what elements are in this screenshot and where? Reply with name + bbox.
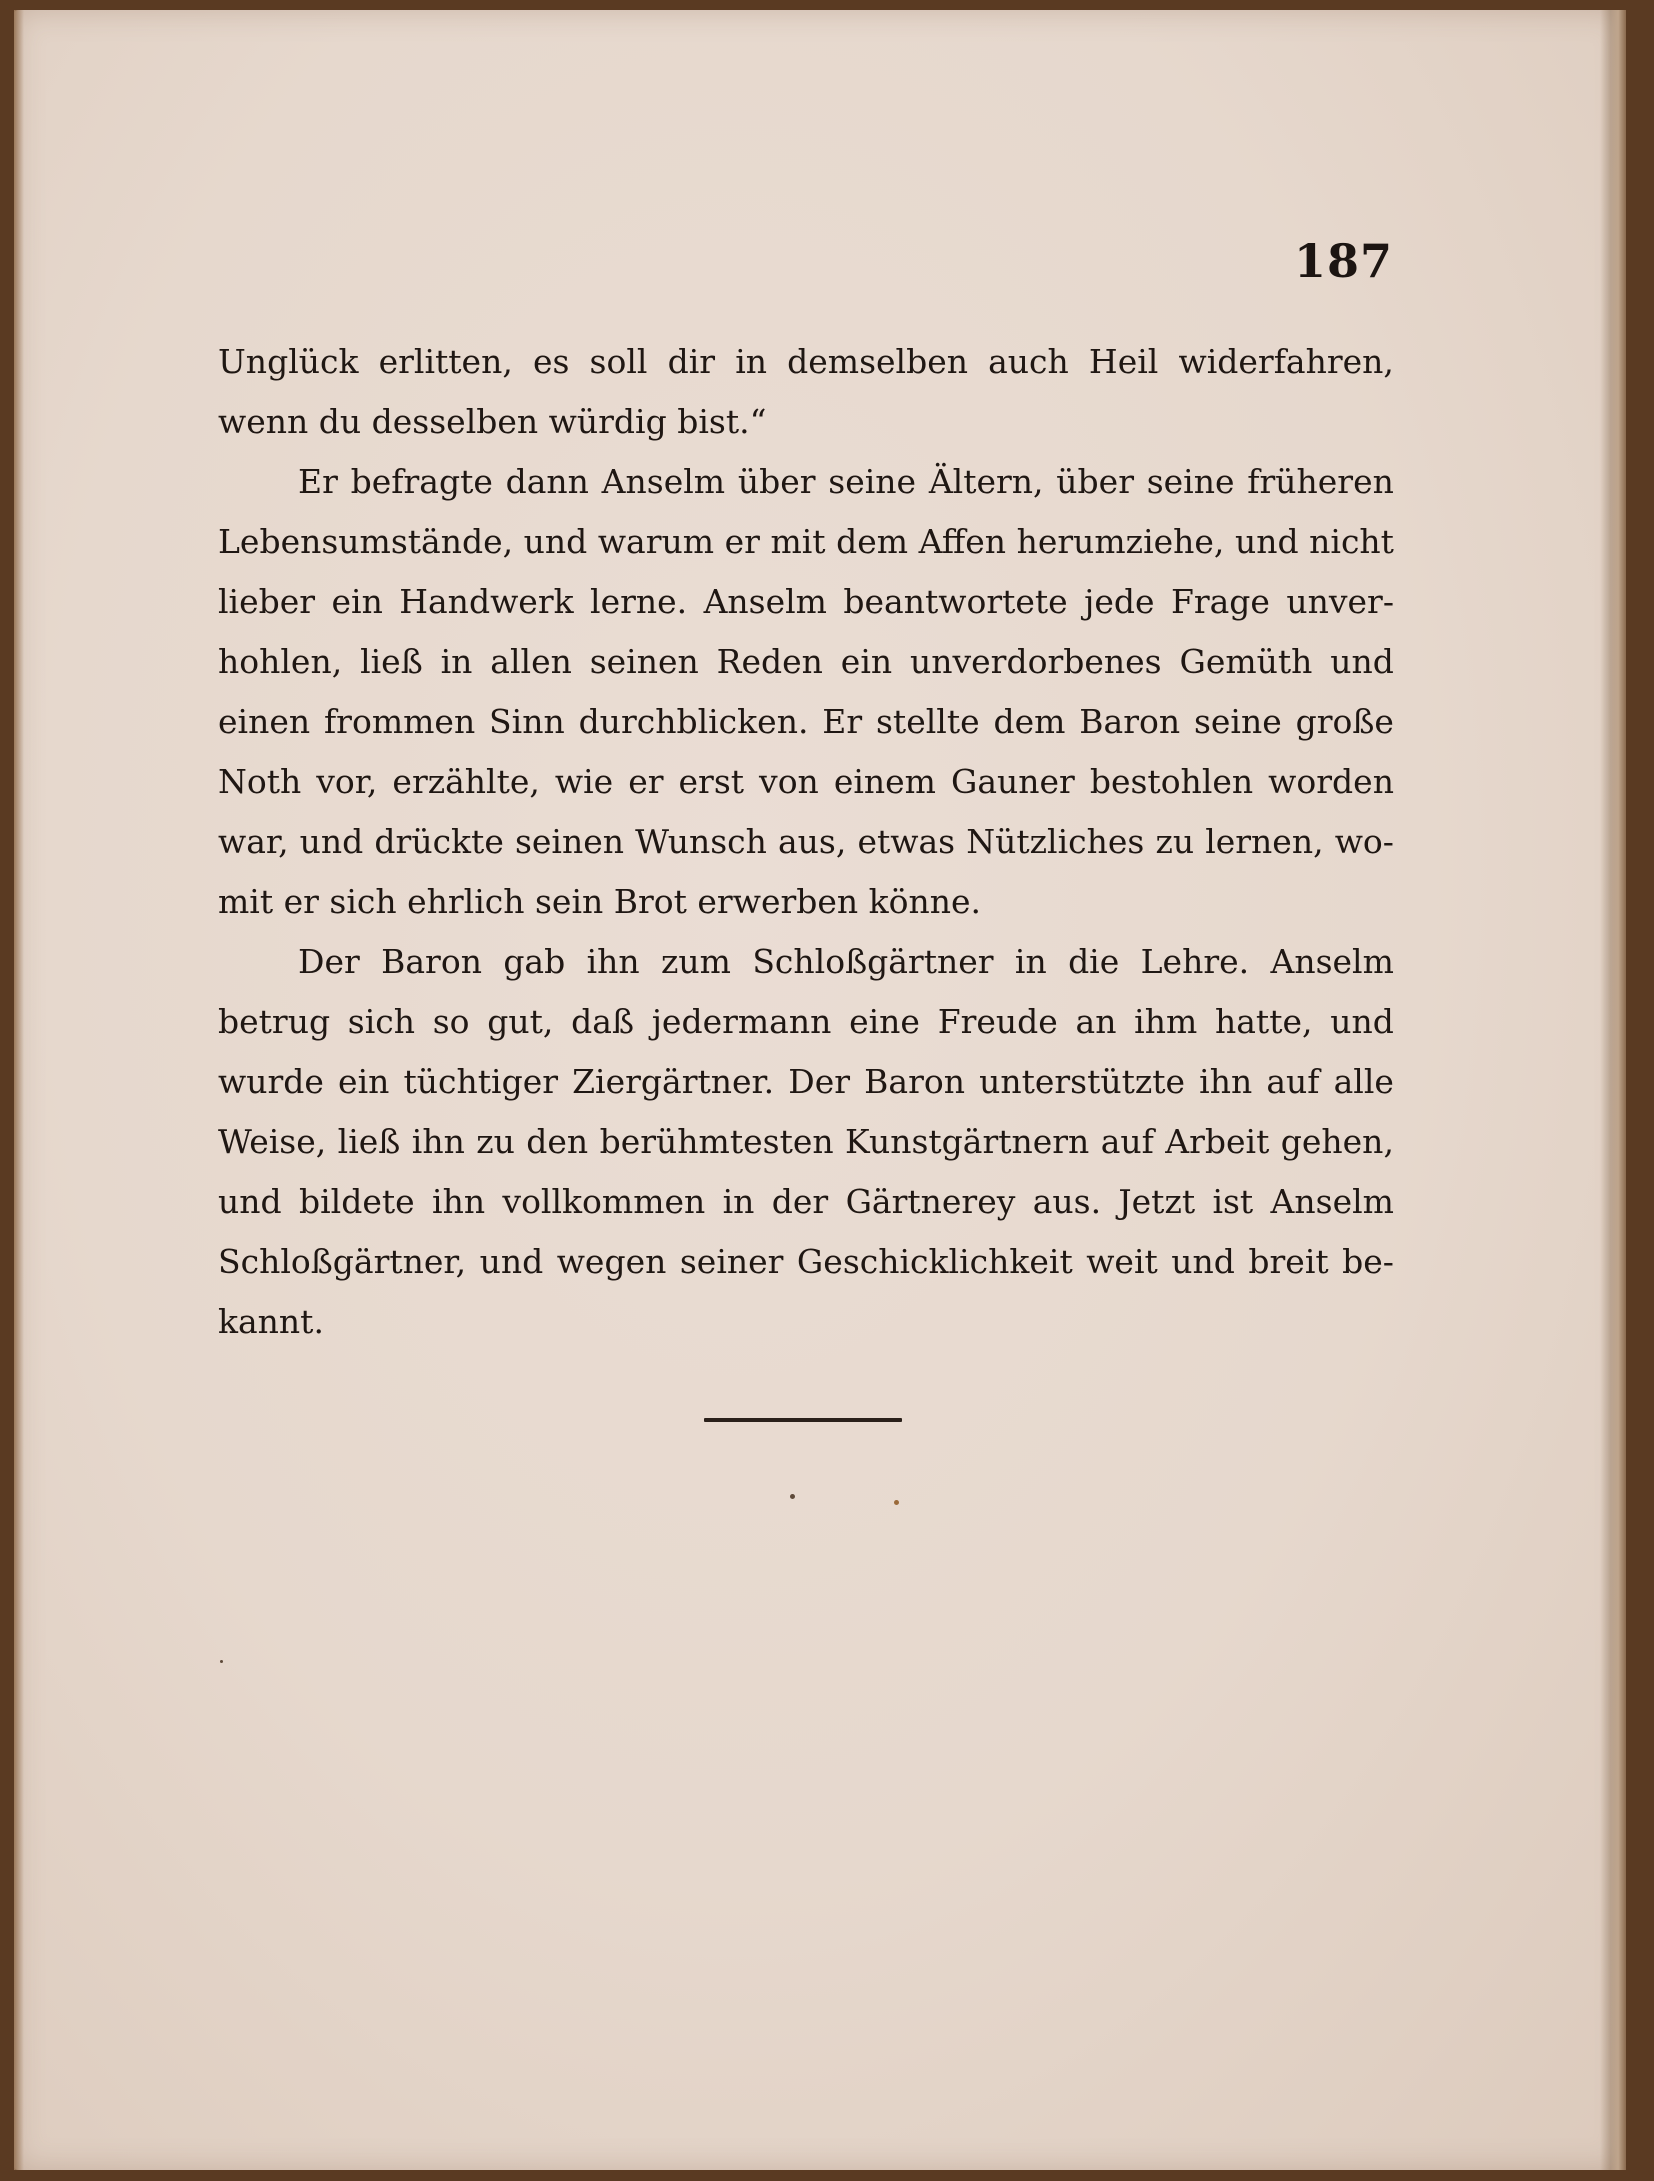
text-line: wurde ein tüchtiger Ziergärtner. Der Baron unterstützte ihn auf alle [218,1062,1394,1101]
text-line: einen frommen Sinn durchblicken. Er stellte dem Baron seine große [218,702,1394,741]
book-page [14,10,1626,2170]
paper-speck [220,1660,223,1663]
text-line: hohlen, ließ in allen seinen Reden ein unverdorbenes Gemüth und [218,642,1394,681]
text-line: wenn du desselben würdig bist.“ [218,402,767,441]
text-line: Er befragte dann Anselm über seine Ältern, über seine früheren [298,462,1394,501]
page-left-edge [14,10,24,2170]
body-text [218,332,1394,1352]
text-line: betrug sich so gut, daß jedermann eine Freude an ihm hatte, und [218,1002,1394,1041]
text-line: Noth vor, erzählte, wie er erst von einem Gauner bestohlen worden [218,762,1394,801]
paper-speck [790,1494,795,1499]
text-line: Weise, ließ ihn zu den berühmtesten Kunstgärtnern auf Arbeit gehen, [218,1122,1394,1161]
end-rule-divider [704,1418,902,1422]
text-line: und bildete ihn vollkommen in der Gärtnerey aus. Jetzt ist Anselm [218,1182,1394,1221]
text-line: kannt. [218,1302,324,1341]
paper-speck [894,1500,899,1505]
page-number: 187 [1294,234,1394,288]
text-line: lieber ein Handwerk lerne. Anselm beantwortete jede Frage unver- [218,582,1394,621]
text-line: Schloßgärtner, und wegen seiner Geschicklichkeit weit und breit be- [218,1242,1394,1281]
text-line: Lebensumstände, und warum er mit dem Affen herumziehe, und nicht [218,522,1394,561]
text-line: war, und drückte seinen Wunsch aus, etwas Nützliches zu lernen, wo- [218,822,1394,861]
page-right-edge [1600,10,1626,2170]
text-line: Unglück erlitten, es soll dir in demselben auch Heil widerfahren, [218,342,1394,381]
text-line: Der Baron gab ihn zum Schloßgärtner in die Lehre. Anselm [298,942,1394,981]
text-line: mit er sich ehrlich sein Brot erwerben könne. [218,882,982,921]
